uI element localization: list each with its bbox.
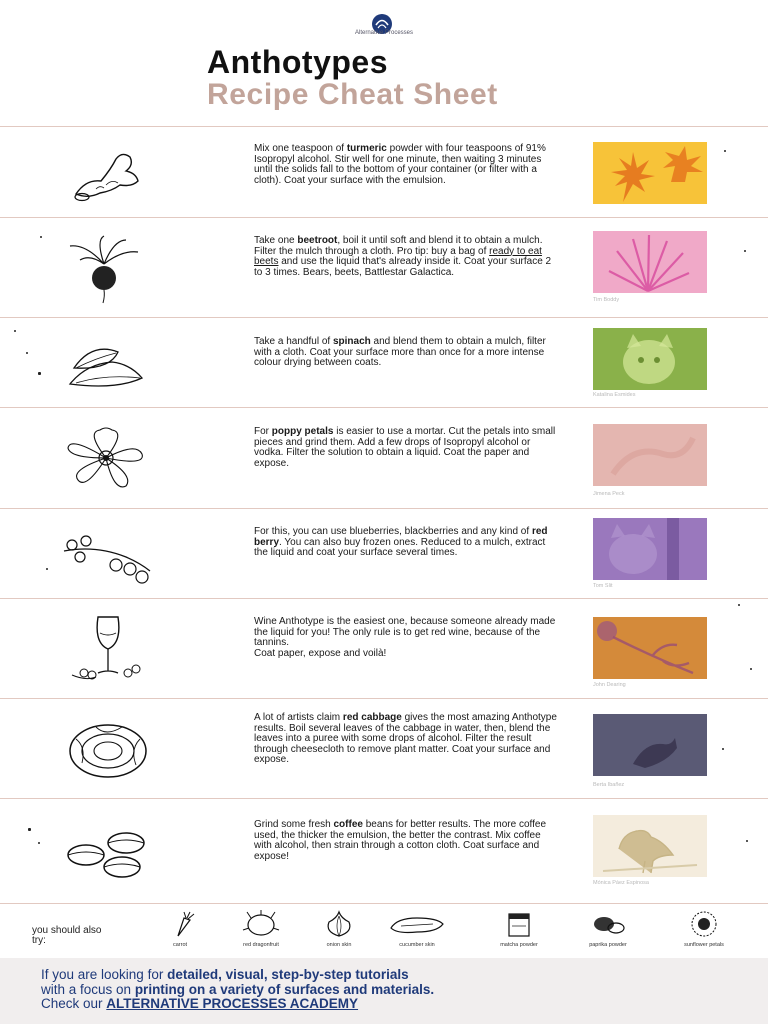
berries-illustration-icon (56, 521, 156, 591)
also-try-item-sunflower-petals: sunflower petals (664, 910, 744, 948)
anthotype-photo-beetroot (593, 231, 707, 293)
page-subtitle: Recipe Cheat Sheet (207, 78, 498, 111)
cabbage-illustration-icon (56, 713, 156, 783)
recipe-keyword: red cabbage (342, 712, 402, 723)
also-try-item-onion-skin: onion skin (299, 910, 379, 948)
recipe-text-poppy: For poppy petals is easier to use a mortar. Cut the petals into small pieces and grind them. Add a few drops of Isopropyl alcohol or vodka. Filter the solution to obtain a liquid. Coat the paper and expose. (254, 426, 556, 469)
ink-speck (28, 828, 31, 831)
page-header (0, 0, 768, 126)
also-try-item-red-dragonfruit: red dragonfruit (221, 910, 301, 948)
brand-name: Alternative Processes (354, 30, 414, 36)
ink-speck (750, 668, 752, 670)
recipe-text-coffee: Grind some fresh coffee beans for better results. The more coffee used, the thicker the emulsion, the better the contrast. Mix coffee with alcohol, then strain through a cotton cloth. Coat surface and expose! (254, 819, 546, 862)
wine-glass-illustration-icon (56, 613, 156, 683)
matcha-jar-icon (499, 910, 539, 938)
also-try-section (0, 903, 768, 959)
recipe-keyword: red berry (254, 526, 548, 548)
photo-credit: Mónica Páez Espinosa (593, 880, 649, 886)
photo-credit: Tim Boddy (593, 297, 620, 303)
carrot-icon (160, 910, 200, 938)
recipe-row-coffee (0, 798, 768, 904)
ready-to-eat-beets-link[interactable]: ready to eat beets (254, 245, 542, 268)
recipe-row-poppy (0, 407, 768, 509)
page-title: Anthotypes (207, 44, 388, 80)
recipe-row-red-cabbage (0, 698, 768, 799)
photo-credit: Jimena Peck (593, 491, 625, 497)
anthotype-photo-coffee (593, 815, 707, 877)
photo-credit: Katalina Esmides (593, 392, 636, 398)
ink-speck (744, 250, 746, 252)
recipe-row-spinach (0, 317, 768, 408)
recipe-keyword: coffee (333, 819, 363, 830)
ginger-illustration-icon (56, 139, 156, 209)
sunflower-icon (684, 910, 724, 938)
also-try-item-cucumber-skin: cucumber skin (377, 910, 457, 948)
anthotype-photo-turmeric (593, 142, 707, 204)
footer-banner (0, 958, 768, 1024)
ink-speck (38, 842, 40, 844)
photo-credit: John Dearing (593, 682, 626, 688)
anthotype-photo-poppy (593, 424, 707, 486)
ink-speck (26, 352, 28, 354)
ink-speck (46, 568, 48, 570)
also-try-label: you should also try: (32, 925, 102, 946)
beetroot-illustration-icon (56, 234, 156, 304)
dragonfruit-icon (241, 910, 281, 938)
poppy-flower-illustration-icon (56, 424, 156, 494)
also-try-item-carrot: carrot (140, 910, 220, 948)
academy-link[interactable]: ALTERNATIVE PROCESSES ACADEMY (106, 996, 359, 1011)
also-try-item-paprika-powder: paprika powder (568, 910, 648, 948)
recipe-text-red-cabbage: A lot of artists claim red cabbage gives the most amazing Anthotype results. Boil several leaves of the cabbage in water, then, blend the leaves into a puree with some drops of alcohol. Filter the result through cheesecloth to remove plant matter. Coat your surface and expose. (254, 712, 557, 766)
anthotype-photo-spinach (593, 328, 707, 390)
paprika-icon (588, 910, 628, 938)
ink-speck (14, 330, 16, 332)
anthotype-photo-red-cabbage (593, 714, 707, 776)
ink-speck (38, 372, 41, 375)
recipe-keyword: turmeric (346, 143, 387, 154)
ink-speck (722, 748, 724, 750)
anthotype-photo-red-berry (593, 518, 707, 580)
recipe-row-beetroot (0, 217, 768, 318)
ink-speck (746, 840, 748, 842)
photo-credit: Berta Ibañez (593, 782, 625, 788)
footer-line-1: If you are looking for detailed, visual, step-by-step tutorials (41, 967, 409, 982)
cucumber-icon (387, 910, 447, 938)
footer-line-2: with a focus on printing on a variety of surfaces and materials. (41, 982, 435, 997)
ink-speck (724, 150, 726, 152)
recipe-text-turmeric: Mix one teaspoon of turmeric powder with four teaspoons of 91% Isopropyl alcohol. Stir well for one minute, then waiting 3 minutes until the solids fall to the bottom of your container (or filter with a cloth). Coat your surface with the emulsion. (254, 143, 546, 186)
recipe-row-wine (0, 598, 768, 699)
recipe-text-beetroot: Take one beetroot, boil it until soft and blend it to obtain a mulch. Filter the mulch through a cloth. Pro tip: buy a bag of ready to eat beets and use the liquid that's already inside it. Coat your surface 2 to 3 times. Bears, beets, Battlestar Galactica. (254, 235, 552, 278)
photo-credit: Tom Slit (593, 583, 613, 589)
recipe-text-wine: Wine Anthotype is the easiest one, because someone already made the liquid for you! The only rule is to get red wine, because of the tannins. Coat paper, expose and voilà! (254, 616, 556, 659)
recipe-row-red-berry (0, 508, 768, 599)
recipe-text-red-berry: For this, you can use blueberries, blackberries and any kind of red berry. You can also buy frozen ones. Reduced to a mulch, extract the liquid and coat your surface several times. (254, 526, 548, 559)
also-try-item-matcha-powder: matcha powder (479, 910, 559, 948)
onion-icon (319, 910, 359, 938)
ink-speck (738, 604, 740, 606)
recipe-row-turmeric (0, 126, 768, 218)
spinach-illustration-icon (56, 328, 156, 398)
recipe-keyword: beetroot (297, 235, 338, 246)
recipe-keyword: spinach (332, 336, 371, 347)
anthotype-photo-wine (593, 617, 707, 679)
recipe-keyword: poppy petals (271, 426, 334, 437)
coffee-beans-illustration-icon (56, 819, 156, 889)
recipe-text-spinach: Take a handful of spinach and blend them to obtain a mulch, filter with a cloth. Coat your surface more than once for a more intense colour drying between coats. (254, 336, 546, 369)
footer-line-3: Check our ALTERNATIVE PROCESSES ACADEMY (41, 996, 359, 1011)
ink-speck (40, 236, 42, 238)
